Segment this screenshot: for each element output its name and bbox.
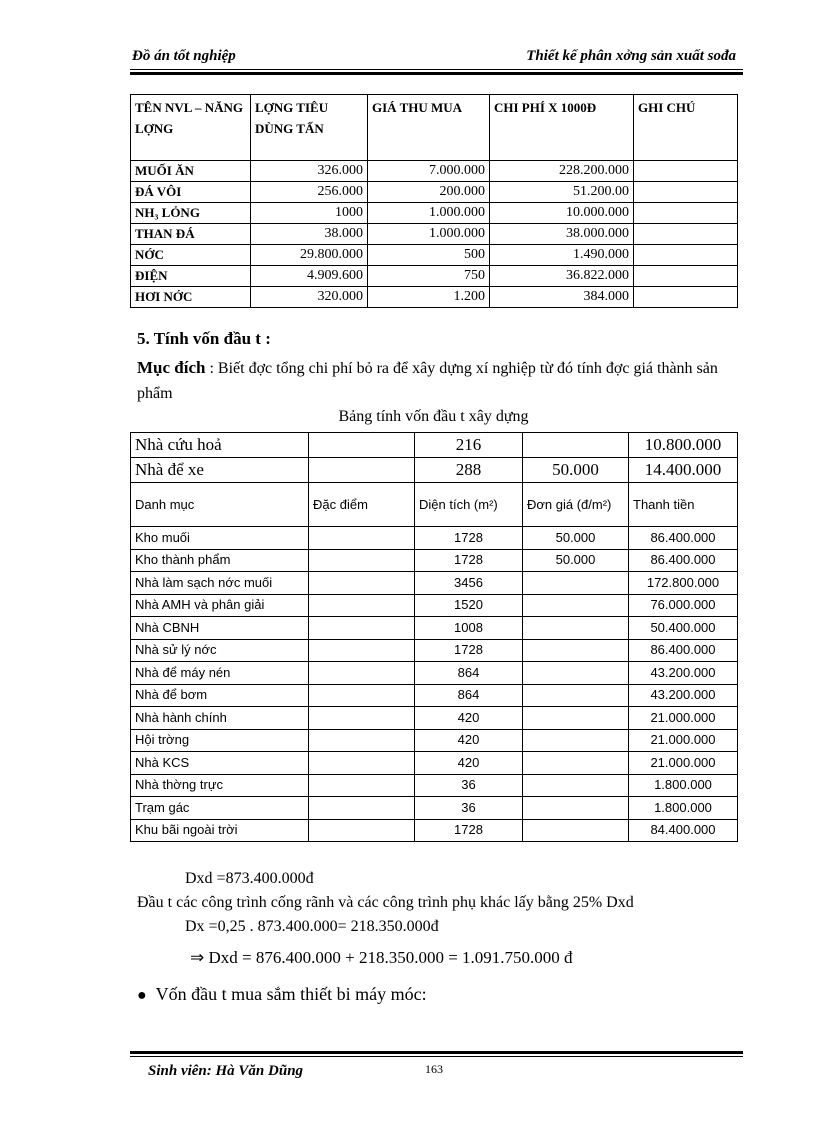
cell: 84.400.000 bbox=[629, 819, 738, 842]
cell: Khu bãi ngoài trời bbox=[131, 819, 309, 842]
cell bbox=[634, 287, 738, 308]
construction-cost-table bbox=[130, 432, 738, 842]
header-cell: Diện tích (m²) bbox=[415, 483, 523, 527]
cell: 500 bbox=[368, 245, 490, 266]
cell: Kho muối bbox=[131, 527, 309, 550]
header-rule-thick bbox=[130, 72, 743, 75]
equation-description: Đầu t các công trình cống rãnh và các công trình phụ khác lấy bằng 25% Dxd bbox=[137, 894, 634, 911]
header-cell: CHI PHÍ X 1000Đ bbox=[490, 95, 634, 161]
cell: 4.909.600 bbox=[251, 266, 368, 287]
cell: 1728 bbox=[415, 527, 523, 550]
cell: 288 bbox=[415, 458, 523, 483]
table-row bbox=[131, 684, 738, 707]
cell: NỚC bbox=[131, 245, 251, 266]
cell bbox=[523, 684, 629, 707]
cell: Nhà sử lý nớc bbox=[131, 639, 309, 662]
cell: 10.000.000 bbox=[490, 203, 634, 224]
table-row bbox=[131, 161, 738, 182]
cell: Nhà cứu hoả bbox=[131, 433, 309, 458]
cell: 1.200 bbox=[368, 287, 490, 308]
table-row bbox=[131, 433, 738, 458]
equation-total: ⇒ Dxd = 876.400.000 + 218.350.000 = 1.091.750.000 đ bbox=[190, 948, 573, 967]
header-cell: Đơn giá (đ/m²) bbox=[523, 483, 629, 527]
cell bbox=[523, 662, 629, 685]
equation-dxd: Dxd =873.400.000đ bbox=[185, 870, 314, 887]
cell bbox=[309, 662, 415, 685]
cell: 50.000 bbox=[523, 458, 629, 483]
cell: 1728 bbox=[415, 819, 523, 842]
cell: Nhà CBNH bbox=[131, 617, 309, 640]
table-row bbox=[131, 549, 738, 572]
cell bbox=[309, 819, 415, 842]
cell: 420 bbox=[415, 707, 523, 730]
table-row bbox=[131, 245, 738, 266]
cell bbox=[634, 266, 738, 287]
footer-rule-thick bbox=[130, 1051, 743, 1054]
footer-student: Sinh viên: Hà Văn Dũng bbox=[148, 1063, 304, 1079]
cell: 50.000 bbox=[523, 549, 629, 572]
cell: Hội trờng bbox=[131, 729, 309, 752]
header-cell: GIÁ THU MUA bbox=[368, 95, 490, 161]
table-row bbox=[131, 752, 738, 775]
cell: 36 bbox=[415, 797, 523, 820]
header-right: Thiết kế phân xởng sản xuất sođa bbox=[526, 48, 736, 64]
cell bbox=[309, 774, 415, 797]
purpose-label: Mục đích bbox=[137, 358, 206, 377]
cell: 864 bbox=[415, 662, 523, 685]
cell bbox=[523, 774, 629, 797]
cell: 29.800.000 bbox=[251, 245, 368, 266]
cell: 1.000.000 bbox=[368, 203, 490, 224]
cell: 21.000.000 bbox=[629, 707, 738, 730]
header-cell: GHI CHÚ bbox=[634, 95, 738, 161]
header-cell: Danh mục bbox=[131, 483, 309, 527]
equation-dx: Dx =0,25 . 873.400.000= 218.350.000đ bbox=[185, 918, 439, 935]
table-header-row bbox=[131, 95, 738, 161]
cell bbox=[634, 203, 738, 224]
bullet-dot-icon: ● bbox=[137, 987, 147, 1004]
header-cell: Thanh tiền bbox=[629, 483, 738, 527]
cell: 86.400.000 bbox=[629, 527, 738, 550]
cell: 14.400.000 bbox=[629, 458, 738, 483]
cell: 864 bbox=[415, 684, 523, 707]
materials-cost-table bbox=[130, 94, 738, 308]
cell: 1.000.000 bbox=[368, 224, 490, 245]
cell: Trạm gác bbox=[131, 797, 309, 820]
cell bbox=[309, 752, 415, 775]
cell: Nhà để xe bbox=[131, 458, 309, 483]
table-row bbox=[131, 203, 738, 224]
cell: Nhà để máy nén bbox=[131, 662, 309, 685]
section-title: 5. Tính vốn đầu t : bbox=[137, 329, 271, 348]
cell: 256.000 bbox=[251, 182, 368, 203]
cell: 7.000.000 bbox=[368, 161, 490, 182]
cell bbox=[309, 707, 415, 730]
purpose-paragraph bbox=[137, 355, 737, 406]
cell: 384.000 bbox=[490, 287, 634, 308]
cell bbox=[634, 161, 738, 182]
cell: Kho thành phẩm bbox=[131, 549, 309, 572]
header-cell: TÊN NVL – NĂNG LỢNG bbox=[131, 95, 251, 161]
cell: 43.200.000 bbox=[629, 684, 738, 707]
cell: 1000 bbox=[251, 203, 368, 224]
table-row bbox=[131, 527, 738, 550]
table-header-row bbox=[131, 483, 738, 527]
cell bbox=[634, 224, 738, 245]
bullet-item bbox=[137, 984, 427, 1005]
cell: 1.490.000 bbox=[490, 245, 634, 266]
header-cell: Đặc điểm bbox=[309, 483, 415, 527]
table-row bbox=[131, 224, 738, 245]
cell: 50.000 bbox=[523, 527, 629, 550]
cell: 36.822.000 bbox=[490, 266, 634, 287]
header-left: Đồ án tốt nghiệp bbox=[132, 48, 236, 64]
table-row bbox=[131, 458, 738, 483]
footer-rule bbox=[130, 1056, 743, 1057]
cell: 750 bbox=[368, 266, 490, 287]
cell: 51.200.00 bbox=[490, 182, 634, 203]
cell: 1728 bbox=[415, 549, 523, 572]
cell: 3456 bbox=[415, 572, 523, 595]
cell bbox=[634, 182, 738, 203]
table-row bbox=[131, 572, 738, 595]
cell: Nhà KCS bbox=[131, 752, 309, 775]
cell: 10.800.000 bbox=[629, 433, 738, 458]
cell: 21.000.000 bbox=[629, 752, 738, 775]
header-cell: LỢNG TIÊU DÙNG TẤN bbox=[251, 95, 368, 161]
cell: ĐÁ VÔI bbox=[131, 182, 251, 203]
table-row bbox=[131, 774, 738, 797]
cell bbox=[309, 594, 415, 617]
cell: 200.000 bbox=[368, 182, 490, 203]
cell: 38.000 bbox=[251, 224, 368, 245]
table-row bbox=[131, 639, 738, 662]
table-row bbox=[131, 819, 738, 842]
cell: 38.000.000 bbox=[490, 224, 634, 245]
table-caption: Bảng tính vốn đầu t xây dựng bbox=[338, 408, 529, 425]
page-number: 163 bbox=[425, 1062, 443, 1076]
cell: ĐIỆN bbox=[131, 266, 251, 287]
cell: MUỐI ĂN bbox=[131, 161, 251, 182]
cell bbox=[309, 433, 415, 458]
cell bbox=[523, 617, 629, 640]
cell: HƠI NỚC bbox=[131, 287, 251, 308]
table-row bbox=[131, 729, 738, 752]
cell: 1728 bbox=[415, 639, 523, 662]
cell bbox=[309, 549, 415, 572]
cell: 420 bbox=[415, 752, 523, 775]
cell bbox=[523, 572, 629, 595]
table-row bbox=[131, 266, 738, 287]
cell bbox=[523, 729, 629, 752]
header-rule bbox=[130, 69, 743, 70]
cell: Nhà để bơm bbox=[131, 684, 309, 707]
cell: 326.000 bbox=[251, 161, 368, 182]
cell: 76.000.000 bbox=[629, 594, 738, 617]
cell bbox=[523, 707, 629, 730]
cell: 21.000.000 bbox=[629, 729, 738, 752]
cell: 1.800.000 bbox=[629, 774, 738, 797]
cell bbox=[309, 639, 415, 662]
cell bbox=[523, 433, 629, 458]
cell: 1.800.000 bbox=[629, 797, 738, 820]
table-row bbox=[131, 594, 738, 617]
cell bbox=[523, 752, 629, 775]
cell bbox=[309, 527, 415, 550]
cell: 86.400.000 bbox=[629, 639, 738, 662]
cell: 420 bbox=[415, 729, 523, 752]
purpose-text: : Biết đợc tổng chi phí bỏ ra để xây dựng xí nghiệp từ đó tính đợc giá thành sản phẩm bbox=[137, 360, 718, 402]
table-row bbox=[131, 182, 738, 203]
cell bbox=[523, 797, 629, 820]
cell bbox=[309, 797, 415, 820]
cell: 50.400.000 bbox=[629, 617, 738, 640]
cell: 228.200.000 bbox=[490, 161, 634, 182]
cell: 86.400.000 bbox=[629, 549, 738, 572]
cell bbox=[309, 617, 415, 640]
cell bbox=[634, 245, 738, 266]
cell: Nhà thờng trực bbox=[131, 774, 309, 797]
cell: 43.200.000 bbox=[629, 662, 738, 685]
cell: Nhà làm sạch nớc muối bbox=[131, 572, 309, 595]
cell: 36 bbox=[415, 774, 523, 797]
cell: 1520 bbox=[415, 594, 523, 617]
cell bbox=[523, 819, 629, 842]
cell bbox=[523, 639, 629, 662]
cell bbox=[309, 458, 415, 483]
table-row bbox=[131, 797, 738, 820]
cell: THAN ĐÁ bbox=[131, 224, 251, 245]
table-row bbox=[131, 617, 738, 640]
cell bbox=[309, 729, 415, 752]
cell: 1008 bbox=[415, 617, 523, 640]
table-row bbox=[131, 707, 738, 730]
cell: 320.000 bbox=[251, 287, 368, 308]
cell bbox=[309, 684, 415, 707]
cell: Nhà AMH và phân giải bbox=[131, 594, 309, 617]
cell: Nhà hành chính bbox=[131, 707, 309, 730]
cell: 172.800.000 bbox=[629, 572, 738, 595]
table-row bbox=[131, 662, 738, 685]
cell: NH₃ LỎNG bbox=[131, 203, 251, 224]
table-row bbox=[131, 287, 738, 308]
cell bbox=[309, 572, 415, 595]
cell bbox=[523, 594, 629, 617]
cell: 216 bbox=[415, 433, 523, 458]
bullet-text: Vốn đầu t mua sắm thiết bi máy móc: bbox=[155, 984, 427, 1004]
